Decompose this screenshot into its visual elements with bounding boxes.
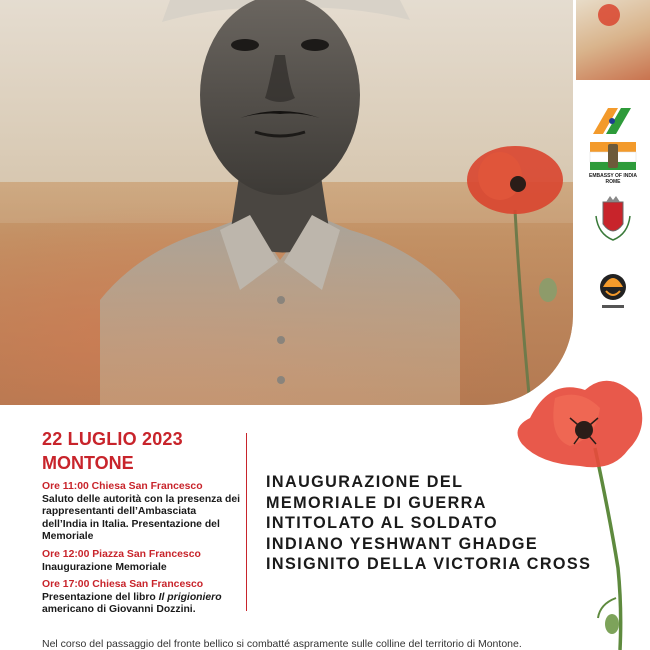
hero-poppy-icon	[460, 140, 570, 405]
footer-paragraph: Nel corso del passaggio del fronte bellico si combatté aspramente sulle colline del territorio di Montone.	[42, 638, 522, 650]
schedule-item	[42, 579, 242, 617]
headline-line: INAUGURAZIONE DEL	[266, 473, 464, 491]
event-date: 22 LUGLIO 2023	[42, 429, 183, 449]
embassy-of-india-emblem	[588, 140, 638, 172]
schedule-item	[42, 481, 242, 544]
embassy-caption	[582, 173, 644, 185]
soldier-portrait	[100, 0, 460, 405]
montone-association-logo	[588, 265, 638, 313]
montone-coat-of-arms	[588, 196, 638, 242]
event-place: MONTONE	[42, 453, 134, 473]
schedule-time: Ore 11:00 Chiesa San Francesco	[42, 481, 203, 492]
schedule-item	[42, 549, 242, 574]
headline-line: INTITOLATO AL SOLDATO	[266, 514, 499, 533]
schedule-description	[42, 592, 242, 617]
schedule-description-post: americano di Giovanni Dozzini.	[42, 604, 196, 616]
schedule-description: Saluto delle autorità con la presenza dei rappresentanti dell’Ambasciata dell’India in Italia. Presentazione del Memoriale	[42, 493, 241, 543]
headline-line: MEMORIALE DI GUERRA	[266, 493, 487, 512]
headline-line: INSIGNITO DELLA VICTORIA CROSS	[266, 555, 592, 574]
schedule-description-pre: Presentazione del libro	[42, 591, 159, 603]
event-schedule	[42, 481, 242, 622]
schedule-description: Inaugurazione Memoriale	[42, 561, 167, 573]
schedule-time: Ore 17:00 Chiesa San Francesco	[42, 579, 204, 591]
headline-line: INDIANO YESHWANT GHADGE	[266, 534, 539, 553]
embassy-caption-line2: ROME	[605, 179, 621, 185]
vertical-divider	[246, 433, 247, 611]
side-poppy-icon	[598, 4, 620, 26]
poppy-illustration-icon	[500, 368, 650, 650]
book-title: Il prigioniero	[158, 591, 222, 603]
schedule-time: Ore 12:00 Piazza San Francesco	[42, 548, 201, 560]
indian-flag-logo	[588, 104, 638, 138]
embassy-caption-line1: EMBASSY OF INDIA	[589, 173, 637, 179]
